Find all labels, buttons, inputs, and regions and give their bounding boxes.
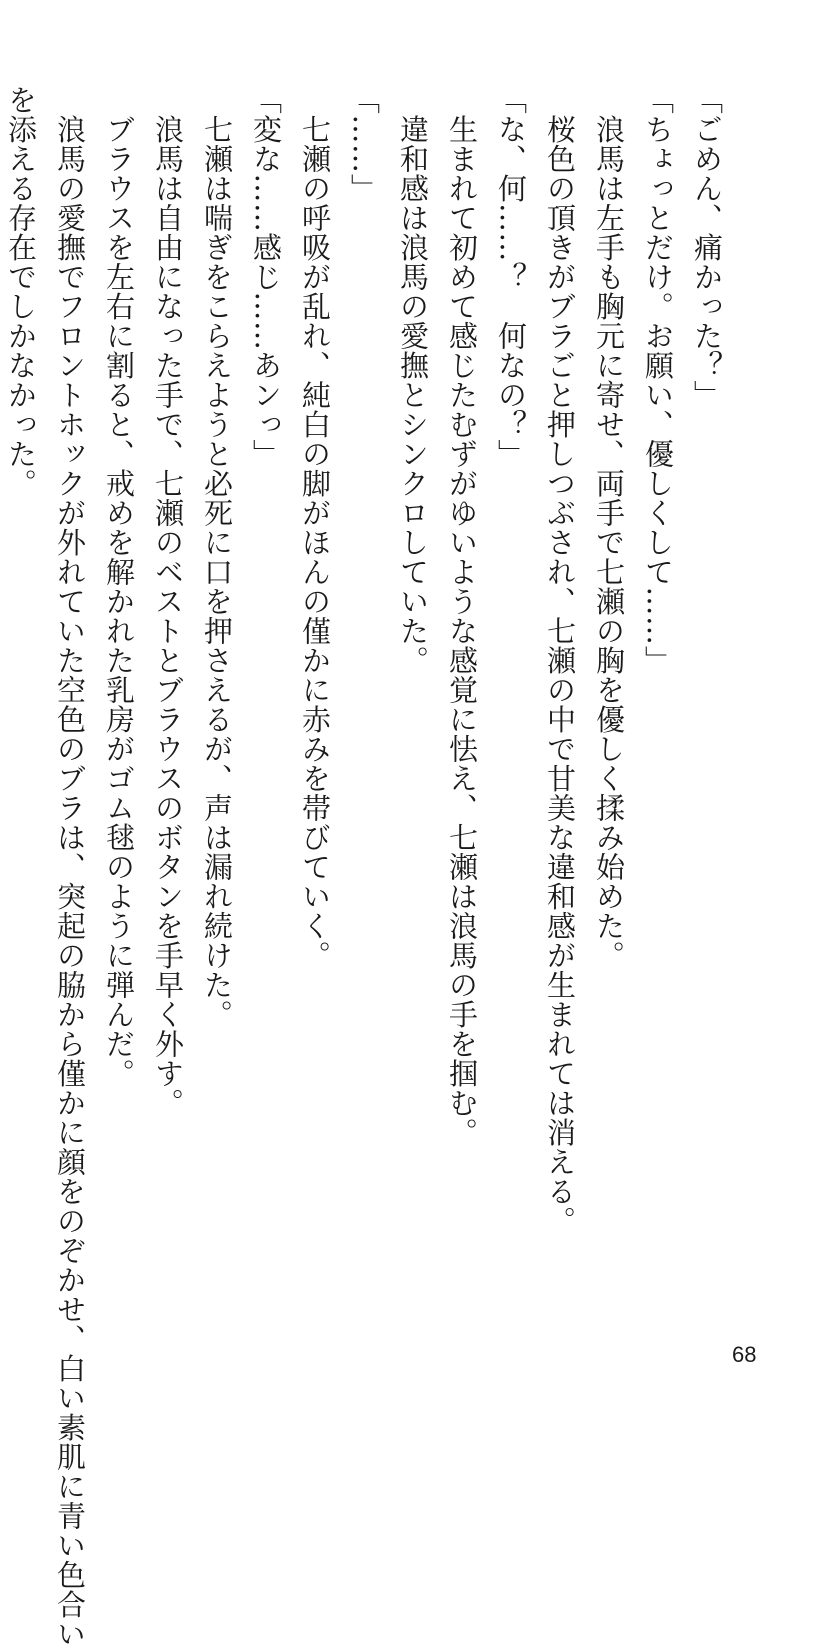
text-line-9: 七瀬の呼吸が乱れ、純白の脚がほんの僅かに赤みを帯びていく。	[298, 85, 332, 970]
text-line-4: 桜色の頂きがブラごと押しつぶされ、七瀬の中で甘美な違和感が生まれては消える。	[543, 85, 577, 1236]
text-line-1: 「ごめん、痛かった？」	[690, 85, 724, 410]
text-line-5: 「な、何……？ 何なの？」	[494, 85, 528, 469]
text-line-11: 七瀬は喘ぎをこらえようと必死に口を押さえるが、声は漏れ続けた。	[200, 85, 234, 1029]
text-line-6: 生まれて初めて感じたむずがゆいような感覚に怯え、七瀬は浪馬の手を掴む。	[445, 85, 479, 1147]
text-line-7: 違和感は浪馬の愛撫とシンクロしていた。	[396, 85, 430, 675]
text-line-10: 「変な……感じ……あンっ」	[249, 85, 283, 469]
text-line-12: 浪馬は自由になった手で、七瀬のベストとブラウスのボタンを手早く外す。	[151, 85, 185, 1118]
text-line-14: 浪馬の愛撫でフロントホックが外れていた空色のブラは、突起の脇から僅かに顔をのぞかせ、白い素肌に青い色合い	[53, 85, 87, 1649]
text-line-15: を添える存在でしかなかった。	[4, 85, 38, 498]
page-number: 68	[732, 1342, 757, 1367]
text-line-13: ブラウスを左右に割ると、戒めを解かれた乳房がゴム毬のように弾んだ。	[102, 85, 136, 1088]
text-line-2: 「ちょっとだけ。お願い、優しくして……」	[641, 85, 675, 675]
text-line-3: 浪馬は左手も胸元に寄せ、両手で七瀬の胸を優しく揉み始めた。	[592, 85, 626, 970]
text-line-8: 「……」	[347, 85, 381, 203]
vertical-text-body	[4, 85, 731, 1649]
